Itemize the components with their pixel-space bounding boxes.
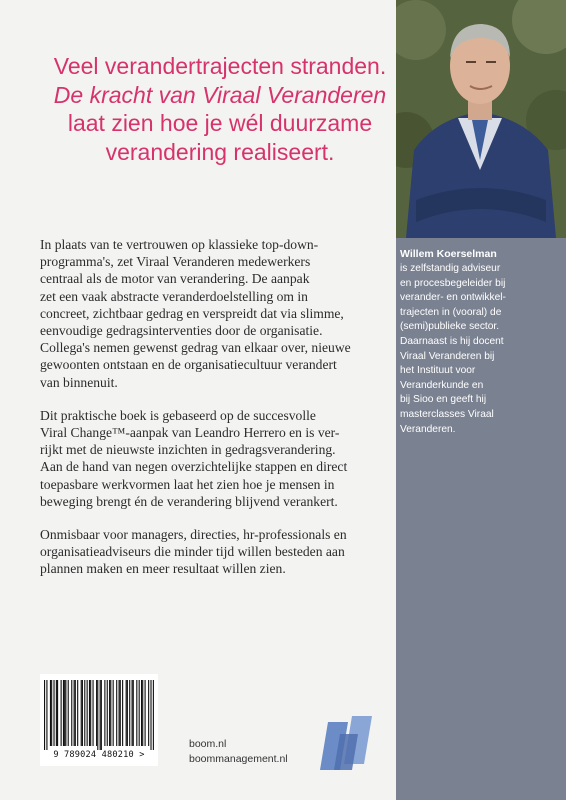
barcode-bar (61, 680, 62, 746)
barcode-bar (119, 680, 120, 746)
headline-part2: laat zien hoe je wél duurzame verandering realiseert. (67, 110, 373, 165)
barcode-bar (57, 680, 58, 746)
barcode-bar (82, 680, 83, 746)
author-portrait-icon (396, 0, 566, 238)
barcode-bar (71, 680, 72, 746)
barcode-bar (77, 680, 78, 746)
barcode-bar (148, 680, 149, 746)
barcode-bar (56, 680, 57, 746)
barcode-bar (110, 680, 111, 746)
barcode-bar (153, 680, 154, 750)
isbn-number: 9 789024 480210 > (53, 750, 145, 760)
barcode-bar (53, 680, 54, 746)
barcode-bar (51, 680, 52, 746)
barcode-bar (116, 680, 117, 746)
publisher-urls (189, 737, 288, 767)
barcode-bar (44, 680, 45, 750)
barcode-bar (87, 680, 88, 746)
publisher-logo-icon (318, 716, 380, 770)
barcode-bar (133, 680, 134, 746)
barcode-bar (100, 680, 101, 750)
barcode-bar (75, 680, 76, 746)
author-photo (396, 0, 566, 238)
author-bio: is zelfstandig adviseur en procesbegeleider bij verander- en ontwikkel- trajecten in (vooral) de (semi)publieke sector. Daarnaast is hij docent Viraal Veranderen bij het Instituut voor Veranderkunde en bij Sioo en geeft hij masterclasses Viraal Veranderen. (400, 263, 506, 435)
barcode-bar (113, 680, 114, 746)
publisher-url-boom: boom.nl (189, 738, 227, 750)
barcode (40, 674, 158, 766)
barcode-bar (120, 680, 121, 746)
barcode-bar (63, 680, 64, 746)
barcode-bar (101, 680, 102, 750)
barcode-bar (65, 680, 66, 746)
barcode-bar (64, 680, 65, 746)
barcode-bar (96, 680, 97, 746)
barcode-bar (150, 680, 151, 750)
barcode-bar (107, 680, 108, 746)
blurb-paragraph-1: In plaats van te vertrouwen op klassieke top-down- programma's, zet Viraal Veranderen medewerkers centraal als de motor van verandering. De aanpak zet een vaak abstracte veranderdoelstelling om in concreet, zichtbaar gedrag en verspreidt dat via slimme, eenvoudige gedragsinterventies door de organisatie. Collega's nemen gewenst gedrag van elkaar over, nieuwe gewoonten ontstaan en de organisatiecultuur verandert van binnenuit. (40, 237, 351, 390)
author-name: Willem Koerselman (400, 248, 497, 260)
barcode-bars (44, 680, 154, 750)
barcode-bar (132, 680, 133, 746)
blurb-paragraph-2: Dit praktische boek is gebaseerd op de succesvolle Viral Change™-aanpak van Leandro Herrero en is ver- rijkt met de nieuwste inzichten in gedragsverandering. Aan de hand van negen overzichtelijke stappen en direct toepasbare werkvormen laat het zien hoe je mensen in beweging brengt én de verandering blijvend verankert. (40, 407, 348, 509)
barcode-bar (126, 680, 127, 746)
headline-part1: Veel verandertrajecten stranden. (53, 53, 387, 79)
author-sidebar (396, 0, 566, 800)
barcode-bar (104, 680, 105, 746)
barcode-bar (50, 680, 51, 746)
barcode-bar (145, 680, 146, 746)
barcode-bar (139, 680, 140, 746)
barcode-bar (46, 680, 47, 750)
barcode-bar (129, 680, 130, 746)
barcode-bar (122, 680, 123, 746)
barcode-bar (127, 680, 128, 746)
barcode-bar (92, 680, 93, 746)
barcode-bar (81, 680, 82, 746)
barcode-bar (84, 680, 85, 746)
barcode-bar (74, 680, 75, 746)
barcode-bar (89, 680, 90, 746)
barcode-bar (142, 680, 143, 746)
blurb-paragraph-3: Onmisbaar voor managers, directies, hr-professionals en organisatieadviseurs die minder tijd willen besteden aan plannen maken en meer resultaat willen zien. (40, 527, 347, 577)
barcode-bar (68, 680, 69, 746)
barcode-bar (141, 680, 142, 746)
publisher-url-boommanagement: boommanagement.nl (189, 753, 288, 765)
barcode-bar (109, 680, 110, 746)
headline (50, 52, 390, 166)
headline-italic: De kracht van Viraal Veranderen (53, 81, 387, 108)
barcode-bar (136, 680, 137, 746)
blurb (40, 236, 388, 594)
barcode-bar (90, 680, 91, 746)
barcode-bar (97, 680, 98, 750)
